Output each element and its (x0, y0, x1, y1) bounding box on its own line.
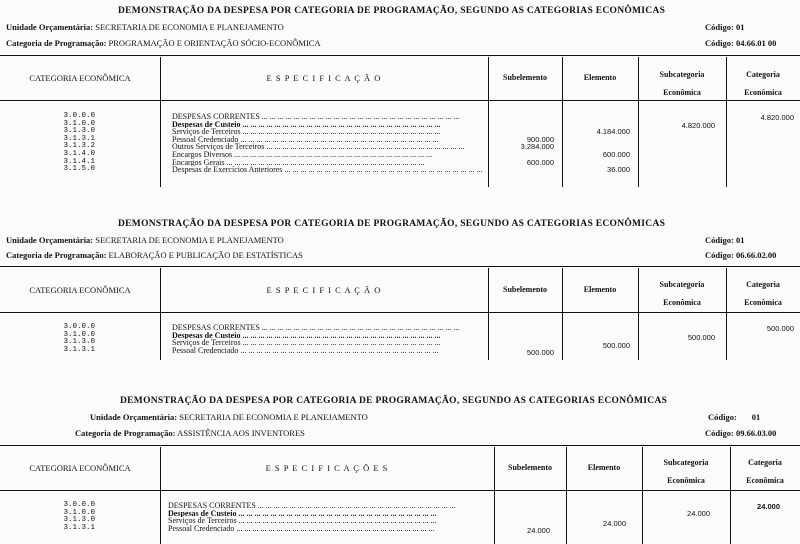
table-top-rule (0, 445, 800, 446)
codigo-unidade: Código: 01 (705, 235, 745, 245)
spec-item: DESPESAS CORRENTES ... ... ... ... ... ... ... ... ... ... ... ... ... ... ... ... ... ... ... ... ... ... ... ... ... (172, 324, 460, 332)
spec-item: Encargos Gerais ... ... ... ... ... ... ... ... ... ... ... ... ... ... ... ... ... ... ... ... ... ... ... ... ... (172, 158, 425, 167)
spec-list (168, 502, 488, 532)
subelemento-values: 900.000 3.284.000 600.000 (520, 134, 554, 167)
subcategoria-value: 4.820.000 (681, 121, 715, 130)
spec-list (172, 324, 482, 354)
spec-item: Encargos Diversos ... ... ... ... ... ... ... ... ... ... ... ... ... ... ... ... ... ... ... ... ... ... ... ... ... (172, 150, 433, 159)
codigo-programacao: Código: 09.66.03.00 (705, 428, 777, 438)
spec-item: Pessoal Credenciado ... ... ... ... ... ... ... ... ... ... ... ... ... ... ... ... ... ... ... ... ... ... ... ... ... (168, 524, 435, 533)
leader-dots: ... ... ... ... ... ... ... ... ... ... ... ... ... ... ... ... ... ... ... ... ... ... ... ... ... (266, 143, 465, 151)
programacao-line (6, 38, 321, 48)
programacao-value: ASSISTÊNCIA AOS INVENTORES (177, 428, 305, 438)
code: 3.1.5.0 (63, 165, 95, 174)
spec-item: Pessoal Credenciado ... ... ... ... ... ... ... ... ... ... ... ... ... ... ... ... ... ... ... ... ... ... ... ... ... (172, 135, 439, 144)
col-divider (160, 447, 161, 544)
col-subelemento: Subelemento (503, 285, 547, 294)
leader-dots: ... ... ... ... ... ... ... ... ... ... ... ... ... ... ... ... ... ... ... ... ... ... ... ... ... (238, 517, 437, 525)
code: 3.1.3.0 (63, 338, 95, 347)
leader-dots: ... ... ... ... ... ... ... ... ... ... ... ... ... ... ... ... ... ... ... ... ... ... ... ... ... (242, 339, 441, 347)
code: 3.1.0.0 (63, 119, 95, 128)
elemento-values: 24.000 (603, 519, 626, 529)
col-especificacao: E S P E C I F I C A Ç Ã O (266, 73, 382, 83)
leader-dots: ... ... ... ... ... ... ... ... ... ... ... ... ... ... ... ... ... ... ... ... ... ... ... ... ... (284, 166, 482, 174)
section-title: DEMONSTRAÇÃO DA DESPESA POR CATEGORIA DE PROGRAMAÇÃO, SEGUNDO AS CATEGORIAS ECONÔMICAS (118, 6, 666, 16)
spec-item: Outros Serviços de Terceiros ... ... ... ... ... ... ... ... ... ... ... ... ... ... ... ... ... ... ... ... ... ... ... ... ... (172, 143, 465, 151)
col-subcategoria: Subcategoria Econômica (663, 458, 709, 485)
spec-item: Pessoal Credenciado ... ... ... ... ... ... ... ... ... ... ... ... ... ... ... ... ... ... ... ... ... ... ... ... ... (172, 346, 439, 355)
col-divider (562, 268, 563, 360)
spec-item: DESPESAS CORRENTES ... ... ... ... ... ... ... ... ... ... ... ... ... ... ... ... ... ... ... ... ... ... ... ... ... (172, 113, 460, 121)
spec-item: Despesas de Custeio ... ... ... ... ... ... ... ... ... ... ... ... ... ... ... ... ... ... ... ... ... ... ... ... ... (168, 509, 437, 518)
unidade-line (90, 412, 368, 422)
col-subelemento: Subelemento (503, 73, 547, 82)
code: 3.0.0.0 (63, 323, 95, 331)
leader-dots: ... ... ... ... ... ... ... ... ... ... ... ... ... ... ... ... ... ... ... ... ... ... ... ... ... (242, 331, 441, 340)
programacao-value: PROGRAMAÇÃO E ORIENTAÇÃO SÓCIO-ECONÔMICA (108, 38, 321, 48)
leader-dots: ... ... ... ... ... ... ... ... ... ... ... ... ... ... ... ... ... ... ... ... ... ... ... ... ... (240, 346, 439, 355)
elemento-values: 500.000 (602, 341, 630, 351)
codes-list (40, 502, 95, 532)
elemento-values: 4.184.000 600.000 36.000 (596, 127, 630, 175)
col-subcategoria: Subcategoria Econômica (659, 280, 705, 307)
programacao-label: Categoria de Programação: (75, 428, 176, 438)
codigo-programacao: Código: 04.66.01 00 (705, 38, 777, 48)
code: 3.1.3.1 (63, 523, 95, 532)
code: 3.0.0.0 (63, 501, 95, 509)
unidade-line (6, 235, 284, 245)
col-especificacao: E S P E C I F I C A Ç Ã O (266, 285, 382, 295)
spec-item: Despesas de Exercícios Anteriores ... ... ... ... ... ... ... ... ... ... ... ... ... ... ... ... ... ... ... ... ... ... ... ... ... (172, 166, 482, 174)
subelemento-values: 500.000 (526, 347, 554, 357)
programacao-line (6, 250, 303, 260)
col-elemento: Elemento (583, 73, 617, 82)
col-categoria-economica: Categoria Econômica (746, 458, 784, 485)
code: 3.0.0.0 (63, 112, 95, 120)
categoria-value: 500.000 (766, 324, 794, 333)
subcategoria-value: 24.000 (687, 509, 710, 518)
codes-list (40, 324, 95, 354)
leader-dots: ... ... ... ... ... ... ... ... ... ... ... ... ... ... ... ... ... ... ... ... ... ... ... ... ... (240, 135, 439, 144)
subcategoria-value: 500.000 (687, 333, 715, 342)
code: 3.1.3.2 (63, 142, 95, 151)
spec-item: Serviços de Terceiros ... ... ... ... ... ... ... ... ... ... ... ... ... ... ... ... ... ... ... ... ... ... ... ... ... (172, 128, 441, 136)
col-categoria: CATEGORIA ECONÔMICA (29, 463, 131, 473)
col-divider (488, 268, 489, 360)
table-top-rule (0, 55, 800, 56)
leader-dots: ... ... ... ... ... ... ... ... ... ... ... ... ... ... ... ... ... ... ... ... ... ... ... ... ... (238, 509, 437, 518)
programacao-line (75, 428, 305, 438)
unidade-line (6, 22, 284, 32)
leader-dots: ... ... ... ... ... ... ... ... ... ... ... ... ... ... ... ... ... ... ... ... ... ... ... ... ... (236, 524, 435, 533)
categoria-value: 4.820.000 (760, 113, 794, 122)
col-elemento: Elemento (587, 463, 621, 472)
spec-item: Despesas de Custeio ... ... ... ... ... ... ... ... ... ... ... ... ... ... ... ... ... ... ... ... ... ... ... ... ... (172, 120, 441, 129)
programacao-label: Categoria de Programação: (6, 250, 107, 260)
categoria-value: 24.000 (757, 502, 780, 511)
code: 3.1.3.1 (63, 345, 95, 354)
col-categoria-economica: Categoria Econômica (744, 280, 782, 307)
leader-dots: ... ... ... ... ... ... ... ... ... ... ... ... ... ... ... ... ... ... ... ... ... ... ... ... ... (242, 120, 441, 129)
unidade-value: SECRETARIA DE ECONOMIA E PLANEJAMENTO (95, 235, 284, 245)
unidade-label: Unidade Orçamentária: (90, 412, 178, 422)
spec-item: Despesas de Custeio ... ... ... ... ... ... ... ... ... ... ... ... ... ... ... ... ... ... ... ... ... ... ... ... ... (172, 331, 441, 340)
unidade-value: SECRETARIA DE ECONOMIA E PLANEJAMENTO (95, 22, 284, 32)
spec-item: DESPESAS CORRENTES ... ... ... ... ... ... ... ... ... ... ... ... ... ... ... ... ... ... ... ... ... ... ... ... ... (168, 502, 456, 510)
codigo-unidade: Código: 01 (705, 22, 745, 32)
spec-list (172, 113, 482, 174)
codigo-unidade: Código: 01 (708, 412, 761, 422)
code: 3.1.0.0 (63, 330, 95, 339)
col-subelemento: Subelemento (508, 463, 552, 472)
codigo-programacao: Código: 06.66.02.00 (705, 250, 777, 260)
leader-dots: ... ... ... ... ... ... ... ... ... ... ... ... ... ... ... ... ... ... ... ... ... ... ... ... ... (257, 502, 456, 510)
code: 3.1.4.1 (63, 157, 95, 166)
header-bottom-rule (0, 312, 800, 313)
unidade-value: SECRETARIA DE ECONOMIA E PLANEJAMENTO (179, 412, 368, 422)
header-bottom-rule (0, 490, 800, 491)
code: 3.1.4.0 (63, 149, 95, 158)
leader-dots: ... ... ... ... ... ... ... ... ... ... ... ... ... ... ... ... ... ... ... ... ... ... ... ... ... (261, 113, 460, 121)
col-elemento: Elemento (583, 285, 617, 294)
col-divider (160, 268, 161, 360)
leader-dots: ... ... ... ... ... ... ... ... ... ... ... ... ... ... ... ... ... ... ... ... ... ... ... ... ... (261, 324, 460, 332)
programacao-value: ELABORAÇÃO E PUBLICAÇÃO DE ESTATÍSTICAS (108, 250, 303, 260)
col-categoria-economica: Categoria Econômica (744, 70, 782, 97)
spec-item: Serviços de Terceiros ... ... ... ... ... ... ... ... ... ... ... ... ... ... ... ... ... ... ... ... ... ... ... ... ... (168, 517, 437, 525)
codes-list (40, 113, 95, 174)
code: 3.1.3.0 (63, 516, 95, 525)
programacao-label: Categoria de Programação: (6, 38, 107, 48)
subelemento-values: 24.000 (527, 525, 550, 535)
table-top-rule (0, 266, 800, 267)
unidade-label: Unidade Orçamentária: (6, 22, 94, 32)
section-title: DEMONSTRAÇÃO DA DESPESA POR CATEGORIA DE PROGRAMAÇÃO, SEGUNDO AS CATEGORIAS ECONÔMICAS (118, 219, 666, 229)
leader-dots: ... ... ... ... ... ... ... ... ... ... ... ... ... ... ... ... ... ... ... ... ... ... ... ... ... (234, 150, 433, 159)
leader-dots: ... ... ... ... ... ... ... ... ... ... ... ... ... ... ... ... ... ... ... ... ... ... ... ... ... (226, 158, 425, 167)
leader-dots: ... ... ... ... ... ... ... ... ... ... ... ... ... ... ... ... ... ... ... ... ... ... ... ... ... (242, 128, 441, 136)
col-subcategoria: Subcategoria Econômica (659, 70, 705, 97)
col-categoria: CATEGORIA ECONÔMICA (29, 73, 131, 83)
section-title: DEMONSTRAÇÃO DA DESPESA POR CATEGORIA DE PROGRAMAÇÃO, SEGUNDO AS CATEGORIAS ECONÔMICAS (120, 396, 668, 406)
code: 3.1.3.1 (63, 134, 95, 143)
unidade-label: Unidade Orçamentária: (6, 235, 94, 245)
col-categoria: CATEGORIA ECONÔMICA (29, 285, 131, 295)
spec-item: Serviços de Terceiros ... ... ... ... ... ... ... ... ... ... ... ... ... ... ... ... ... ... ... ... ... ... ... ... ... (172, 339, 441, 347)
code: 3.1.3.0 (63, 127, 95, 136)
col-especificacao: E S P E C I F I C A Ç Õ E S (265, 463, 389, 473)
code: 3.1.0.0 (63, 508, 95, 517)
